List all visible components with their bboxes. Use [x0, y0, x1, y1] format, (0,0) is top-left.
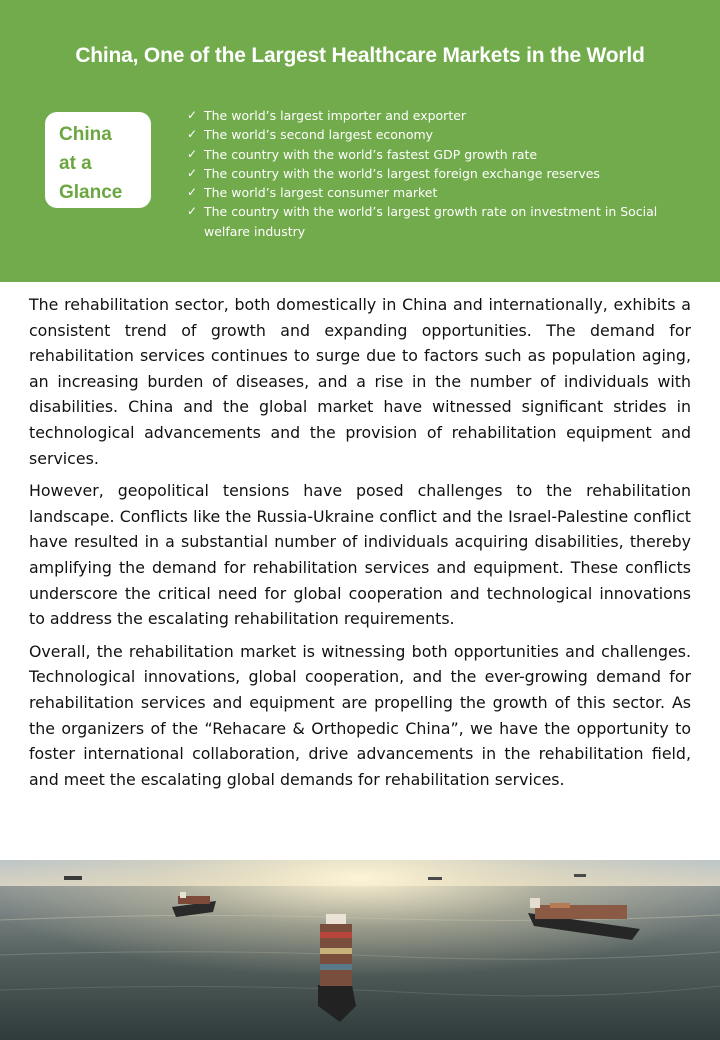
paragraph: The rehabilitation sector, both domestically in China and internationally, exhibits a consistent trend of growth and expanding opportunities. The demand for rehabilitation services continues to surge due to factors such as population aging, an increasing burden of diseases, and a rise in the number of individuals with disabilities. China and the global market have witnessed significant strides in technological advancements and the provision of rehabilitation equipment and services. [29, 295, 691, 468]
list-item [187, 202, 697, 241]
china-at-a-glance-box [45, 112, 151, 208]
check-icon: ✓ [187, 146, 198, 161]
check-icon: ✓ [187, 165, 198, 180]
cargo-ships-photo [0, 860, 720, 1040]
fact-text: The world’s second largest economy [204, 127, 434, 143]
cargo-ships-image [0, 860, 720, 1040]
fact-text: The world’s largest importer and exporter [204, 108, 467, 123]
fact-text: The country with the world’s largest growth rate on investment in Social welfare industry [204, 204, 658, 239]
list-item [187, 164, 697, 183]
fact-text: The country with the world’s fastest GDP growth rate [204, 146, 538, 162]
list-item [187, 145, 697, 164]
fact-text: The world’s largest consumer market [204, 185, 438, 201]
check-icon: ✓ [187, 127, 198, 142]
page-title: China, One of the Largest Healthcare Markets in the World [75, 44, 645, 67]
paragraph: However, geopolitical tensions have posed challenges to the rehabilitation landscape. Conflicts like the Russia-Ukraine conflict and the Israel-Palestine conflict have resulted in a substantial number of individuals acquiring disabilities, thereby amplifying the demand for rehabilitation services and equipment. These conflicts underscore the critical need for global cooperation and technological innovations to address the escalating rehabilitation requirements. [29, 481, 691, 629]
list-item [187, 183, 697, 202]
glance-line: Glance [59, 182, 123, 203]
facts-list [187, 106, 697, 241]
check-icon: ✓ [187, 204, 198, 219]
article-body [29, 292, 691, 799]
glance-line: at a [59, 153, 92, 174]
list-item [187, 106, 697, 125]
check-icon: ✓ [187, 185, 198, 200]
header-banner [0, 0, 720, 282]
paragraph: Overall, the rehabilitation market is witnessing both opportunities and challenges. Technological innovations, global cooperation, and the ever-growing demand for rehabilitation services and equipment are propelling the growth of this sector. As the organizers of the “Rehacare & Orthopedic China”, we have the opportunity to foster international collaboration, drive advancements in the rehabilitation field, and meet the escalating global demands for rehabilitation services. [29, 641, 691, 789]
check-icon: ✓ [187, 108, 198, 122]
list-item [187, 125, 697, 144]
ship-center [318, 914, 356, 1022]
glance-line: China [59, 124, 112, 145]
fact-text: The country with the world’s largest foreign exchange reserves [204, 165, 600, 181]
